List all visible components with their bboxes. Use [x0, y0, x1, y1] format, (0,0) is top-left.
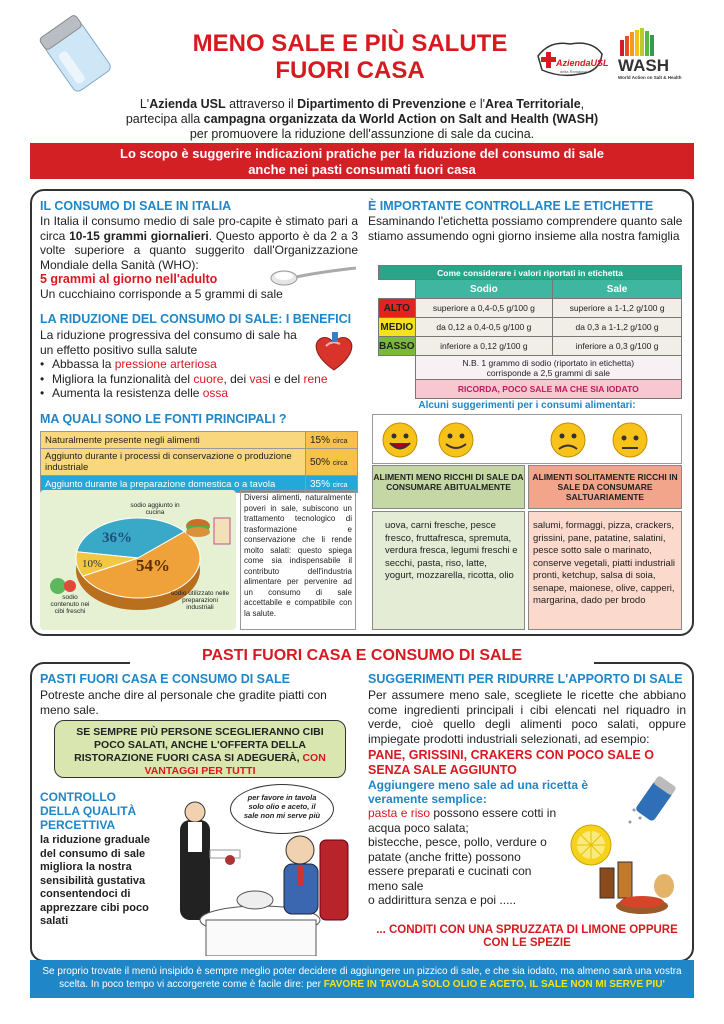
consumo-heading: IL CONSUMO DI SALE IN ITALIA	[40, 199, 232, 213]
pie-legend-cucina: sodio aggiunto in cucina	[130, 502, 180, 516]
wash-logo: WASH World Action on Salt & Health	[618, 28, 688, 84]
salt-shaker-icon	[32, 14, 122, 92]
page-title: MENO SALE E PIÙ SALUTE FUORI CASA	[192, 30, 508, 84]
controllo-section	[40, 790, 158, 929]
ridurre-tip-heading: Aggiungere meno sale ad una ricetta è veramente semplice:	[368, 778, 589, 806]
ridurre-tip-text-3: o addirittura senza e poi .....	[368, 893, 517, 907]
pie-legend-industria: sodio utilizzato nelle preparazioni industriali	[170, 590, 230, 611]
table-row: MEDIO da 0,12 a 0,4-0,5 g/100 g da 0,3 a 1-1,2 g/100 g	[379, 318, 682, 337]
happy-face-icon	[378, 418, 478, 462]
pasti-heading: PASTI FUORI CASA E CONSUMO DI SALE	[40, 672, 291, 686]
pie-label-54: 54%	[136, 556, 170, 575]
list-item: • Aumenta la resistenza delle ossa	[40, 386, 358, 401]
suggerimenti-heading: Alcuni suggerimenti per i consumi alimentari:	[418, 400, 636, 411]
fonti-heading: MA QUALI SONO LE FONTI PRINCIPALI ?	[40, 412, 287, 426]
controllo-text: la riduzione graduale del consumo di sale migliora la nostra sensibilità gustativa consentendoci di apprezzare cibi poco salati	[40, 834, 151, 927]
footer-note: Se proprio trovate il menù insipido è sempre meglio poter decidere di aggiungere un pizzico di sale, e che sia iodato, ma almeno sarà una vostra scelta. In poco tempo vi accorgerete come è facile dire: per FAVORE IN TAVOLA SOLO OLIO E ACETO, IL SALE NON MI SERVE PIU'	[30, 960, 694, 998]
right-food-title: ALIMENTI SOLITAMENTE RICCHI IN SALE DA CONSUMARE SALTUARIAMENTE	[528, 465, 682, 509]
consumo-highlight: 5 grammi al giorno nell'adulto	[40, 272, 218, 286]
ridurre-text: Per assumere meno sale, scegliete le ricette che abbiano come ingredienti principali i cibi elencati nel riquadro in verde, cioè quello degli alimenti poco salati, oppure impiegate prodotti industriali selezionati, ad esempio:	[368, 688, 686, 746]
fonti-side-text: Diversi alimenti, naturalmente poveri in sale, subiscono un trattamento tecnologico di trasformazione e conservazione che li rende molto salati: questo spiega come sia indispensabile il contributo dell'industria alimentare per pervenire ad un consumo di sale accettabile e compatibile con la salute.	[240, 490, 356, 630]
controllo-heading: CONTROLLO DELLA QUALITÀ PERCETTIVA	[40, 790, 137, 832]
table-row: Come considerare i valori riportati in etichetta	[379, 266, 682, 280]
table-row: Aggiunto durante i processi di conservazione o produzione industriale 50% circa	[41, 449, 358, 476]
heart-icon	[310, 330, 358, 374]
spoon-icon	[270, 264, 358, 288]
fonti-table	[40, 431, 358, 493]
consumo-note: Un cucchiaino corrisponde a 5 grammi di sale	[40, 287, 283, 301]
table-row: BASSO inferiore a 0,12 g/100 g inferiore a 0,3 g/100 g	[379, 337, 682, 356]
pasti-section	[40, 672, 358, 717]
vegetables-icon	[48, 574, 78, 596]
etichette-heading: È IMPORTANTE CONTROLLARE LE ETICHETTE	[368, 199, 654, 213]
etichette-section	[368, 199, 686, 243]
ridurre-highlight: PANE, GRISSINI, CRAKERS CON POCO SALE O SENZA SALE AGGIUNTO	[368, 748, 654, 777]
pasti-callout: SE SEMPRE PIÙ PERSONE SCEGLIERANNO CIBI POCO SALATI, ANCHE L'OFFERTA DELLA RISTORAZIONE FUORI CASA SI ADEGUERÀ, CON VANTAGGI PER TUTTI	[54, 720, 346, 778]
etichette-text: Esaminando l'etichetta possiamo comprendere quanto sale stiamo assumendo ogni giorno insieme alla nostra famiglia	[368, 214, 683, 243]
table-row: N.B. 1 grammo di sodio (riportato in etichetta) corrisponde a 2,5 grammi di sale	[379, 356, 682, 380]
section2-title: PASTI FUORI CASA E CONSUMO DI SALE	[130, 647, 594, 665]
left-food-title: ALIMENTI MENO RICCHI DI SALE DA CONSUMARE ABITUALMENTE	[372, 465, 525, 509]
right-food-list: salumi, formaggi, pizza, crackers, grissini, pane, patatine, salatini, pesce sotto sale o marinato, conserve vegetali, piatti industriali pronti, ketchup, salsa di soia, senape, maionese, olive, capperi, margarina, dado per brodo	[528, 511, 682, 630]
ridurre-tip-text: pasta e riso possono essere cotti in acqua poco salata;	[368, 806, 557, 835]
ridurre-closing: ... CONDITI CON UNA SPRUZZATA DI LIMONE OPPURE CON LE SPEZIE	[376, 924, 678, 949]
list-item: • Abbassa la pressione arteriosa	[40, 357, 358, 372]
pie-label-10: 10%	[82, 558, 103, 570]
table-row: RICORDA, POCO SALE MA CHE SIA IODATO	[379, 380, 682, 399]
table-row: Aggiunto durante la preparazione domestica o a tavola 35% circa	[41, 476, 358, 493]
speech-bubble: per favore in tavola solo olio e aceto, il sale non mi serve più	[230, 784, 334, 834]
table-row: ALTO superiore a 0,4-0,5 g/100 g superiore a 1-1,2 g/100 g	[379, 299, 682, 318]
purpose-banner: Lo scopo è suggerire indicazioni pratiche per la riduzione del consumo di sale anche nei pasti consumati fuori casa	[30, 143, 694, 179]
sad-face-icon	[546, 418, 656, 462]
consumo-text: In Italia il consumo medio di sale pro-capite è stimato pari a circa 10-15 grammi giornalieri. Questo apporto è da 2 a 3 volte superiore a quanto suggerito dall'Organizzazione Mondiale della Sanità (WHO):	[40, 214, 358, 272]
list-item: • Migliora la funzionalità del cuore, dei vasi e del rene	[40, 372, 358, 387]
benefici-intro: La riduzione progressiva del consumo di sale ha un effetto positivo sulla salute	[40, 328, 297, 357]
intro-text: L'Azienda USL attraverso il Dipartimento di Prevenzione e l'Area Territoriale, partecipa alla campagna organizzata da World Action on Salt and Health (WASH) per promuovere la riduzione dell'assunzione di sale da cucina.	[125, 97, 599, 141]
ausl-logo: AziendaUSL della Romagna	[530, 36, 610, 80]
ridurre-heading: SUGGERIMENTI PER RIDURRE L'APPORTO DI SALE	[368, 672, 683, 686]
pie-chart-panel	[40, 490, 236, 630]
etichette-table	[378, 265, 682, 399]
pasti-text: Potreste anche dire al personale che gradite piatti con meno sale.	[40, 688, 327, 717]
spices-icon	[596, 856, 682, 920]
left-food-list: uova, carni fresche, pesce fresco, fruttafresca, spremuta, verdura fresca, legumi freschi e secchi, pasta, riso, latte, yogurt, mozzarella, ricotta, olio	[372, 511, 525, 630]
fonti-section	[40, 412, 358, 493]
table-row: Naturalmente presente negli alimenti 15% circa	[41, 432, 358, 449]
pie-label-36: 36%	[102, 530, 132, 546]
salt-shaker-icon	[626, 770, 686, 830]
pie-legend-cibi: sodio contenuto nei cibi freschi	[50, 594, 90, 615]
food-icons	[184, 512, 234, 552]
table-row: Sodio Sale	[379, 280, 682, 299]
benefici-heading: LA RIDUZIONE DEL CONSUMO DI SALE: I BENEFICI	[40, 312, 352, 326]
ridurre-tip-text-2: bistecche, pesce, pollo, verdure o patate (anche fritte) possono essere preparati e cucinati con meno sale	[368, 835, 547, 893]
restaurant-scene-illustration	[160, 800, 360, 956]
